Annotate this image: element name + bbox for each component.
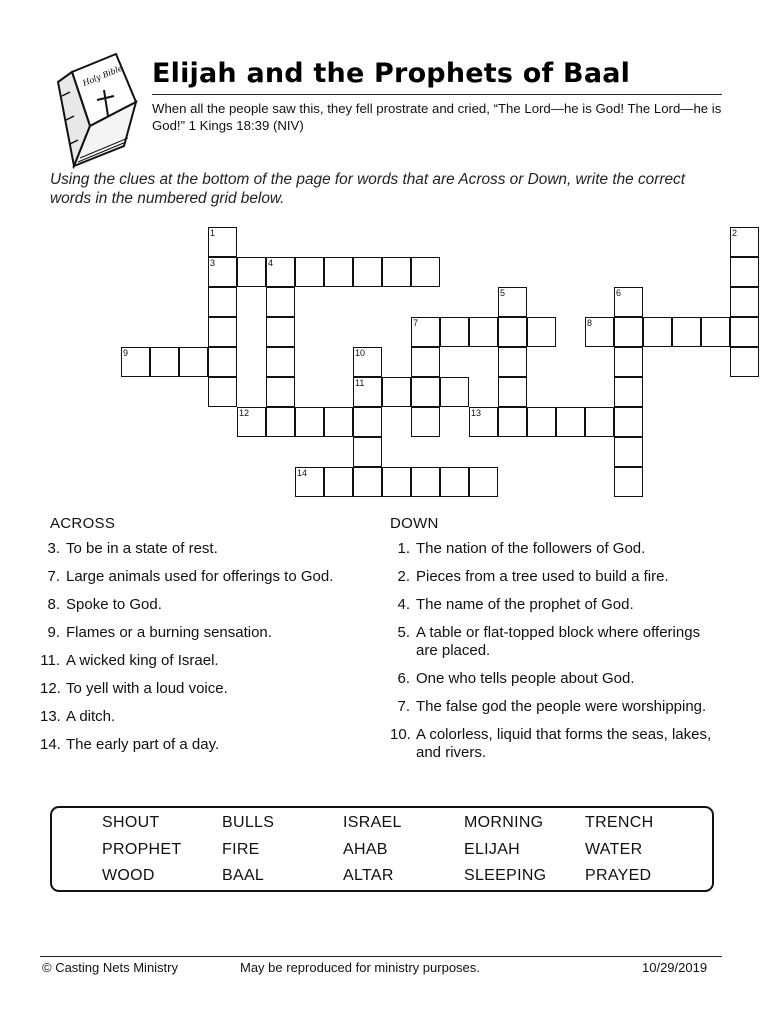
crossword-cell[interactable] — [411, 407, 440, 437]
crossword-cell[interactable] — [411, 257, 440, 287]
crossword-cell[interactable] — [614, 407, 643, 437]
down-clues — [390, 540, 722, 772]
crossword-cell[interactable] — [498, 347, 527, 377]
crossword-cell[interactable] — [614, 377, 643, 407]
word-bank-word: BAAL — [222, 867, 265, 884]
clue-number: 12. — [40, 680, 61, 697]
crossword-cell[interactable] — [266, 257, 295, 287]
bible-verse: When all the people saw this, they fell prostrate and cried, “The Lord—he is God! The Lord—he is God!” 1 Kings 18:39 (NIV) — [152, 101, 722, 133]
crossword-cell[interactable] — [469, 317, 498, 347]
instructions: Using the clues at the bottom of the page for words that are Across or Down, write the correct words in the numbered grid below. — [50, 171, 686, 207]
across-clue — [40, 652, 360, 670]
across-clues — [40, 540, 360, 764]
crossword-cell[interactable] — [324, 407, 353, 437]
footer-date: 10/29/2019 — [642, 960, 708, 975]
crossword-cell[interactable] — [556, 407, 585, 437]
clue-text: A colorless, liquid that forms the seas, lakes, and rivers. — [416, 726, 712, 761]
crossword-cell[interactable] — [411, 377, 440, 407]
clue-number: 1 — [210, 228, 216, 238]
crossword-cell[interactable] — [382, 467, 411, 497]
crossword-cell[interactable] — [469, 407, 498, 437]
clue-number: 4. — [397, 596, 410, 613]
clue-number: 11. — [40, 652, 60, 669]
clue-number: 7. — [397, 698, 410, 715]
crossword-cell[interactable] — [730, 227, 759, 257]
crossword-cell[interactable] — [440, 317, 469, 347]
crossword-cell[interactable] — [353, 377, 382, 407]
clue-number: 14. — [40, 736, 61, 753]
crossword-cell[interactable] — [585, 407, 614, 437]
crossword-cell[interactable] — [614, 347, 643, 377]
clue-text: A ditch. — [66, 708, 116, 725]
word-bank — [50, 806, 714, 892]
crossword-cell[interactable] — [295, 467, 324, 497]
down-clue — [390, 540, 722, 558]
across-heading: ACROSS — [50, 515, 116, 532]
clue-number: 13. — [40, 708, 61, 725]
clue-number: 2. — [397, 568, 410, 585]
word-bank-word: TRENCH — [585, 814, 654, 831]
across-clue — [40, 680, 360, 698]
crossword-cell[interactable] — [237, 407, 266, 437]
crossword-cell[interactable] — [498, 407, 527, 437]
crossword-cell[interactable] — [266, 407, 295, 437]
crossword-cell[interactable] — [266, 317, 295, 347]
crossword-cell[interactable] — [614, 287, 643, 317]
crossword-cell[interactable] — [411, 347, 440, 377]
clue-number: 4 — [268, 258, 274, 268]
word-bank-word: PROPHET — [102, 841, 182, 858]
clue-text: The false god the people were worshipping. — [416, 698, 707, 715]
clue-number: 10 — [355, 348, 366, 358]
clue-number: 13 — [471, 408, 482, 418]
clue-text: Large animals used for offerings to God. — [66, 568, 334, 585]
clue-number: 14 — [297, 468, 308, 478]
crossword-cell[interactable] — [237, 257, 266, 287]
crossword-cell[interactable] — [208, 317, 237, 347]
footer-note: May be reproduced for ministry purposes. — [240, 960, 480, 975]
crossword-cell[interactable] — [614, 467, 643, 497]
crossword-cell[interactable] — [730, 347, 759, 377]
crossword-cell[interactable] — [121, 347, 150, 377]
clue-text: Flames or a burning sensation. — [66, 624, 272, 641]
crossword-cell[interactable] — [498, 377, 527, 407]
title-divider — [152, 94, 722, 95]
across-clue — [40, 624, 360, 642]
crossword-cell[interactable] — [208, 287, 237, 317]
word-bank-word: ALTAR — [343, 867, 394, 884]
crossword-cell[interactable] — [440, 467, 469, 497]
word-bank-word: SHOUT — [102, 814, 160, 831]
across-clue — [40, 708, 360, 726]
clue-number: 1. — [397, 540, 410, 557]
crossword-cell[interactable] — [179, 347, 208, 377]
crossword-cell[interactable] — [527, 317, 556, 347]
crossword-cell[interactable] — [150, 347, 179, 377]
clue-text: A table or flat-topped block where offerings are placed. — [416, 624, 701, 659]
clue-number: 9. — [47, 624, 60, 641]
crossword-cell[interactable] — [295, 407, 324, 437]
word-bank-word: ELIJAH — [464, 841, 521, 858]
across-clue — [40, 540, 360, 558]
clue-text: The early part of a day. — [66, 736, 220, 753]
crossword-cell[interactable] — [614, 437, 643, 467]
page-title: Elijah and the Prophets of Baal — [152, 58, 631, 89]
clue-text: The name of the prophet of God. — [416, 596, 634, 613]
clue-number: 11 — [355, 378, 365, 388]
crossword-cell[interactable] — [353, 257, 382, 287]
word-bank-word: FIRE — [222, 841, 260, 858]
crossword-cell[interactable] — [672, 317, 701, 347]
crossword-cell[interactable] — [324, 467, 353, 497]
crossword-cell[interactable] — [353, 437, 382, 467]
word-bank-word: MORNING — [464, 814, 544, 831]
crossword-cell[interactable] — [701, 317, 730, 347]
crossword-cell[interactable] — [527, 407, 556, 437]
clue-text: Pieces from a tree used to build a fire. — [416, 568, 669, 585]
clue-number: 3. — [47, 540, 60, 557]
clue-text: The nation of the followers of God. — [416, 540, 646, 557]
clue-number: 9 — [123, 348, 129, 358]
crossword-cell[interactable] — [643, 317, 672, 347]
clue-text: To be in a state of rest. — [66, 540, 218, 557]
down-clue — [390, 568, 722, 586]
word-bank-word: ISRAEL — [343, 814, 402, 831]
across-clue — [40, 736, 360, 754]
holy-bible-book-icon — [44, 46, 144, 176]
crossword-cell[interactable] — [353, 467, 382, 497]
crossword-cell[interactable] — [498, 317, 527, 347]
crossword-cell[interactable] — [266, 347, 295, 377]
clue-number: 8. — [47, 596, 60, 613]
clue-number: 6 — [616, 288, 622, 298]
crossword-cell[interactable] — [266, 287, 295, 317]
clue-number: 12 — [239, 408, 250, 418]
clue-text: One who tells people about God. — [416, 670, 635, 687]
clue-number: 7. — [47, 568, 60, 585]
down-clue — [390, 670, 722, 688]
clue-text: To yell with a loud voice. — [66, 680, 228, 697]
clue-number: 10. — [390, 726, 411, 743]
crossword-cell[interactable] — [440, 377, 469, 407]
down-clue — [390, 596, 722, 614]
down-heading: DOWN — [390, 515, 439, 532]
crossword-cell[interactable] — [353, 347, 382, 377]
clue-number: 8 — [587, 318, 593, 328]
footer-copyright: © Casting Nets Ministry — [42, 960, 178, 975]
clue-number: 3 — [210, 258, 216, 268]
crossword-cell[interactable] — [730, 287, 759, 317]
crossword-cell[interactable] — [730, 257, 759, 287]
crossword-cell[interactable] — [585, 317, 614, 347]
word-bank-word: AHAB — [343, 841, 388, 858]
crossword-cell[interactable] — [295, 257, 324, 287]
across-clue — [40, 568, 360, 586]
crossword-cell[interactable] — [614, 317, 643, 347]
crossword-cell[interactable] — [411, 317, 440, 347]
clue-number: 5 — [500, 288, 506, 298]
word-bank-word: WATER — [585, 841, 643, 858]
crossword-cell[interactable] — [353, 407, 382, 437]
crossword-cell[interactable] — [266, 377, 295, 407]
crossword-cell[interactable] — [324, 257, 353, 287]
down-clue — [390, 698, 722, 716]
crossword-cell[interactable] — [469, 467, 498, 497]
crossword-cell[interactable] — [411, 467, 440, 497]
clue-text: A wicked king of Israel. — [66, 652, 219, 669]
word-bank-word: BULLS — [222, 814, 275, 831]
crossword-cell[interactable] — [208, 377, 237, 407]
crossword-cell[interactable] — [208, 257, 237, 287]
crossword-cell[interactable] — [382, 377, 411, 407]
clue-number: 6. — [397, 670, 410, 687]
clue-text: Spoke to God. — [66, 596, 162, 613]
down-clue — [390, 726, 722, 762]
crossword-cell[interactable] — [730, 317, 759, 347]
clue-number: 2 — [732, 228, 738, 238]
crossword-cell[interactable] — [382, 257, 411, 287]
word-bank-word: PRAYED — [585, 867, 652, 884]
word-bank-word: SLEEPING — [464, 867, 547, 884]
crossword-cell[interactable] — [498, 287, 527, 317]
word-bank-word: WOOD — [102, 867, 155, 884]
svg-text:Holy Bible: Holy Bible — [81, 63, 124, 88]
clue-number: 7 — [413, 318, 419, 328]
clue-number: 5. — [397, 624, 410, 641]
down-clue — [390, 624, 722, 660]
crossword-cell[interactable] — [208, 347, 237, 377]
across-clue — [40, 596, 360, 614]
footer-divider — [40, 956, 722, 957]
crossword-cell[interactable] — [208, 227, 237, 257]
